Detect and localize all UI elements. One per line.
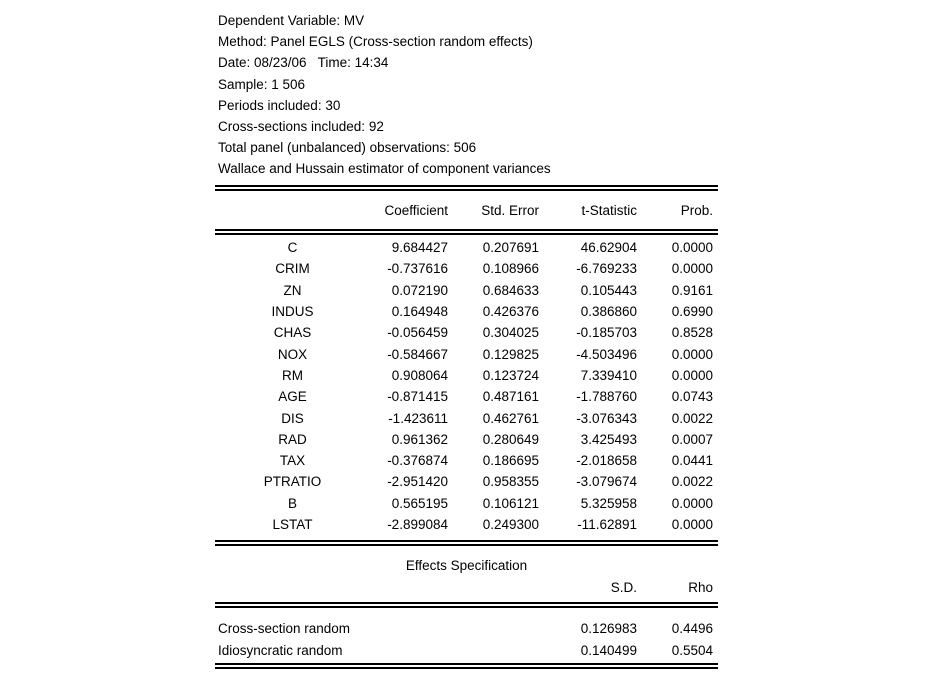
table-row <box>215 471 718 492</box>
coef-table-body <box>215 237 718 535</box>
cell-prob: 0.0743 <box>671 389 713 405</box>
cell-sd: 0.126983 <box>580 621 637 637</box>
cell-prob: 0.0022 <box>671 474 713 490</box>
rule-under-header <box>215 229 718 235</box>
cell-coefficient: -0.584667 <box>387 346 448 362</box>
cell-variable: B <box>287 495 297 511</box>
cell-prob: 0.0000 <box>671 367 713 383</box>
cell-prob: 0.0000 <box>671 346 713 362</box>
cell-coefficient: -0.737616 <box>387 261 448 277</box>
cell-coefficient: -0.376874 <box>387 453 448 469</box>
cell-t-statistic: -11.62891 <box>577 517 637 532</box>
table-row <box>215 407 718 428</box>
cell-variable: PTRATIO <box>263 474 322 490</box>
cell-t-statistic: 7.339410 <box>580 367 637 383</box>
summary-line: Periods included: 30 <box>218 97 341 113</box>
effects-table-body <box>215 618 718 661</box>
cell-variable: RM <box>282 367 303 383</box>
rule-under-body <box>215 540 718 546</box>
cell-variable: NOX <box>277 346 308 362</box>
cell-variable: CHAS <box>273 325 312 341</box>
regression-output <box>215 0 718 696</box>
summary-line: Total panel (unbalanced) observations: 506 <box>218 140 477 156</box>
cell-prob: 0.0000 <box>671 261 713 277</box>
cell-variable: DIS <box>281 410 304 426</box>
table-row <box>215 514 718 535</box>
cell-std-error: 0.186695 <box>482 453 539 469</box>
cell-coefficient: -2.951420 <box>387 474 448 490</box>
cell-t-statistic: 5.325958 <box>580 495 637 511</box>
cell-coefficient: 9.684427 <box>391 240 448 256</box>
rule-under-sd-rho <box>215 602 718 608</box>
table-row <box>215 280 718 301</box>
summary-line: Date: 08/23/06 Time: 14:34 <box>218 55 389 71</box>
rule-bottom <box>215 663 718 669</box>
cell-t-statistic: 46.62904 <box>580 240 637 256</box>
cell-prob: 0.6990 <box>671 304 713 320</box>
cell-variable: AGE <box>278 389 307 405</box>
cell-variable: LSTAT <box>272 517 313 532</box>
table-row <box>215 322 718 343</box>
cell-t-statistic: -0.185703 <box>576 325 637 341</box>
summary-line: Sample: 1 506 <box>218 76 306 92</box>
cell-rho: 0.5504 <box>671 642 713 658</box>
cell-std-error: 0.462761 <box>482 410 539 426</box>
table-row <box>215 493 718 514</box>
table-row <box>215 640 718 662</box>
cell-t-statistic: -3.079674 <box>576 474 637 490</box>
column-header-rho: Rho <box>688 580 713 595</box>
cell-coefficient: -1.423611 <box>388 410 448 426</box>
cell-prob: 0.0000 <box>671 495 713 511</box>
cell-t-statistic: -2.018658 <box>576 453 637 469</box>
effects-table-header <box>215 577 718 598</box>
cell-variable: ZN <box>283 282 302 298</box>
cell-t-statistic: -3.076343 <box>576 410 637 426</box>
cell-effect-label: Idiosyncratic random <box>218 642 343 658</box>
table-row <box>215 343 718 364</box>
cell-variable: INDUS <box>271 304 314 320</box>
summary-line: Cross-sections included: 92 <box>218 118 384 134</box>
cell-t-statistic: -4.503496 <box>576 346 637 362</box>
cell-std-error: 0.958355 <box>482 474 539 490</box>
cell-prob: 0.0000 <box>671 517 713 532</box>
cell-coefficient: -0.056459 <box>387 325 448 341</box>
cell-variable: CRIM <box>275 261 310 277</box>
cell-sd: 0.140499 <box>580 642 637 658</box>
cell-std-error: 0.129825 <box>482 346 539 362</box>
cell-t-statistic: 3.425493 <box>580 431 637 447</box>
cell-rho: 0.4496 <box>671 621 713 637</box>
table-row <box>215 429 718 450</box>
summary-line: Dependent Variable: MV <box>218 13 365 28</box>
table-row <box>215 237 718 258</box>
cell-variable: RAD <box>278 431 307 447</box>
column-header-t-statistic: t-Statistic <box>581 202 637 218</box>
column-header-coefficient: Coefficient <box>384 202 448 218</box>
table-row <box>215 301 718 322</box>
cell-coefficient: 0.961362 <box>391 431 448 447</box>
cell-coefficient: 0.908064 <box>391 367 448 383</box>
cell-prob: 0.9161 <box>671 282 713 298</box>
cell-std-error: 0.304025 <box>482 325 539 341</box>
table-row <box>215 258 718 279</box>
table-row <box>215 365 718 386</box>
cell-std-error: 0.426376 <box>482 304 539 320</box>
cell-coefficient: 0.072190 <box>391 282 448 298</box>
cell-coefficient: -0.871415 <box>387 389 448 405</box>
cell-prob: 0.8528 <box>671 325 713 341</box>
cell-std-error: 0.207691 <box>482 240 539 256</box>
cell-prob: 0.0022 <box>671 410 713 426</box>
column-header-std-error: Std. Error <box>481 202 539 218</box>
cell-variable: TAX <box>279 453 306 469</box>
summary-line: Wallace and Hussain estimator of component variances <box>218 161 551 177</box>
summary-header <box>218 10 718 180</box>
coef-table-header <box>215 191 718 229</box>
cell-std-error: 0.280649 <box>482 431 539 447</box>
cell-coefficient: 0.565195 <box>391 495 448 511</box>
table-row <box>215 386 718 407</box>
column-header-prob: Prob. <box>680 202 713 218</box>
cell-t-statistic: 0.386860 <box>580 304 637 320</box>
cell-prob: 0.0441 <box>671 453 713 469</box>
table-row <box>215 618 718 640</box>
table-row <box>215 450 718 471</box>
cell-prob: 0.0007 <box>671 431 713 447</box>
cell-prob: 0.0000 <box>671 240 713 256</box>
cell-std-error: 0.249300 <box>482 517 539 532</box>
effects-specification-title: Effects Specification <box>405 558 528 573</box>
summary-line: Method: Panel EGLS (Cross-section random effects) <box>218 34 533 50</box>
cell-std-error: 0.106121 <box>482 495 539 511</box>
cell-effect-label: Cross-section random <box>218 621 351 637</box>
cell-t-statistic: 0.105443 <box>580 282 637 298</box>
cell-t-statistic: -1.788760 <box>576 389 637 405</box>
cell-std-error: 0.123724 <box>482 367 539 383</box>
cell-coefficient: 0.164948 <box>391 304 448 320</box>
cell-std-error: 0.684633 <box>482 282 539 298</box>
cell-t-statistic: -6.769233 <box>576 261 637 277</box>
cell-std-error: 0.108966 <box>482 261 539 277</box>
cell-variable: C <box>287 240 298 256</box>
column-header-sd: S.D. <box>610 580 637 595</box>
cell-std-error: 0.487161 <box>482 389 539 405</box>
cell-coefficient: -2.899084 <box>387 517 448 532</box>
